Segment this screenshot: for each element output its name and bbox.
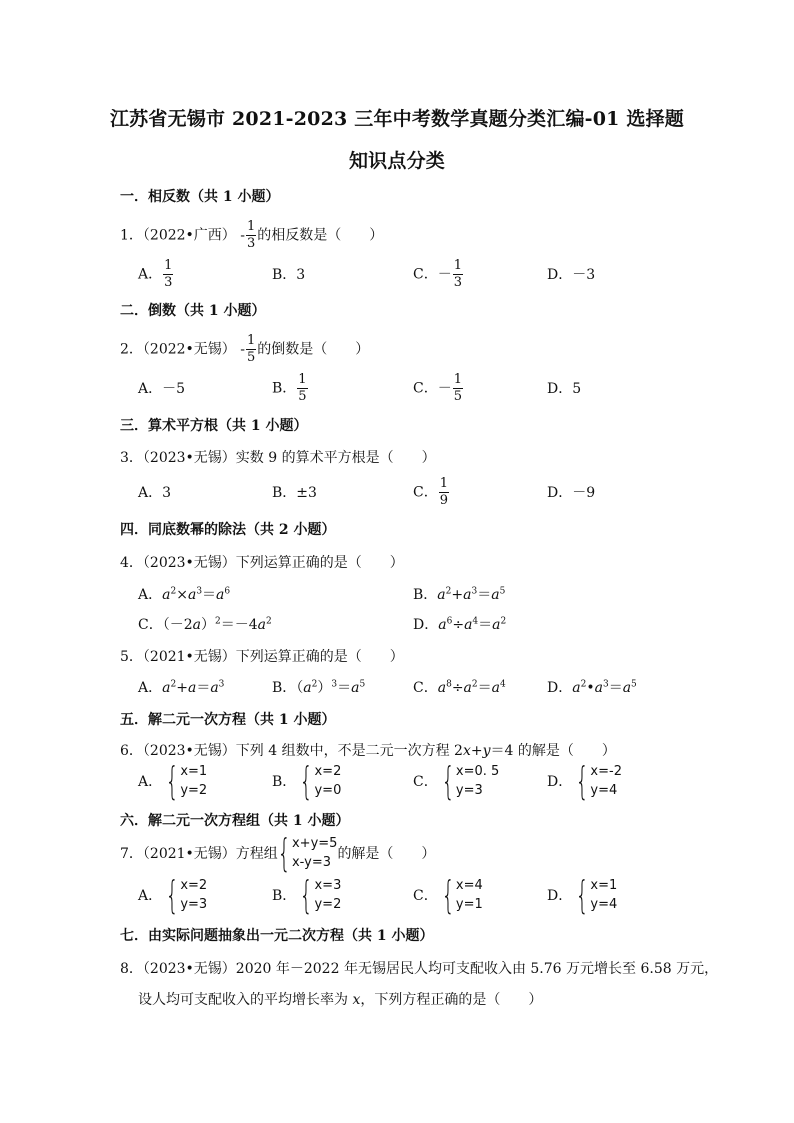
option-c[interactable]: C．－ $\frac{1}{3}$ <box>413 258 462 290</box>
fraction: $\frac{1}{3}$ <box>246 219 256 251</box>
section-heading-6: 六．解二元一次方程组（共 1 小题） <box>120 813 350 829</box>
left-brace-icon: { <box>575 759 589 803</box>
question-7: 7．（2021•无锡）方程组 { x+y=5 x-y=3 的解是（ ） <box>120 831 436 875</box>
option-a[interactable]: A．3 <box>138 485 172 501</box>
left-brace-icon: { <box>441 759 455 803</box>
left-brace-icon: { <box>165 759 179 803</box>
option-b[interactable]: B．$(a^2)^3=a^5$ <box>272 679 366 696</box>
option-d[interactable]: D．$a^2•a^3=a^5$ <box>547 679 637 696</box>
option-a[interactable]: A．$a^2\times a^3=a^6$ <box>138 586 231 603</box>
option-a[interactable]: A． { x=1 y=2 <box>138 759 208 803</box>
question-6: 6．（2023•无锡）下列 4 组数中，不是二元一次方程 2x+y＝4 的解是（ ） <box>120 743 616 759</box>
option-d[interactable]: D． { x=-2 y=4 <box>547 759 622 803</box>
option-d[interactable]: D．－3 <box>547 267 596 283</box>
option-c[interactable]: C．$a^8\div a^2=a^4$ <box>413 679 506 696</box>
left-brace-icon: { <box>575 873 589 917</box>
question-1: 1．（2022•广西） - $\frac{1}{3}$ 的相反数是（ ） <box>120 219 384 251</box>
question-8-line-1: 8．（2023•无锡）2020 年－2022 年无锡居民人均可支配收入由 5.76 万元增长至 6.58 万元， <box>120 961 719 977</box>
section-heading-4: 四．同底数幂的除法（共 2 小题） <box>120 522 336 538</box>
option-d[interactable]: D．$a^6\div a^4=a^2$ <box>413 616 507 633</box>
question-2: 2．（2022•无锡） - $\frac{1}{5}$ 的倒数是（ ） <box>120 333 370 365</box>
option-d[interactable]: D．5 <box>547 381 582 397</box>
question-5: 5．（2021•无锡）下列运算正确的是（ ） <box>120 649 404 665</box>
left-brace-icon: { <box>277 831 291 875</box>
option-d[interactable]: D．－9 <box>547 485 596 501</box>
left-brace-icon: { <box>299 759 314 803</box>
option-c[interactable]: C． { x=0. 5 y=3 <box>413 759 500 803</box>
option-a[interactable]: A． $\frac{1}{3}$ <box>138 258 173 290</box>
question-3: 3．（2023•无锡）实数 9 的算术平方根是（ ） <box>120 450 436 466</box>
section-heading-3: 三．算术平方根（共 1 小题） <box>120 418 308 434</box>
page-subtitle: 知识点分类 <box>348 150 445 172</box>
page-title: 江苏省无锡市 2021-2023 三年中考数学真题分类汇编-01 选择题 <box>109 108 685 130</box>
option-a[interactable]: A．－5 <box>138 381 186 397</box>
question-4: 4．（2023•无锡）下列运算正确的是（ ） <box>120 555 404 571</box>
option-c[interactable]: C．－ $\frac{1}{5}$ <box>413 372 462 404</box>
option-c[interactable]: C． $\frac{1}{9}$ <box>413 476 448 508</box>
option-c[interactable]: C． { x=4 y=1 <box>413 873 483 917</box>
option-d[interactable]: D． { x=1 y=4 <box>547 873 618 917</box>
option-b[interactable]: B． { x=3 y=2 <box>272 873 342 917</box>
option-b[interactable]: B．$a^2+a^3=a^5$ <box>413 586 506 603</box>
left-brace-icon: { <box>165 873 179 917</box>
option-b[interactable]: B． $\frac{1}{5}$ <box>272 372 307 404</box>
question-8-line-2: 设人均可支配收入的平均增长率为 x，下列方程正确的是（ ） <box>138 992 543 1008</box>
section-heading-5: 五．解二元一次方程（共 1 小题） <box>120 712 336 728</box>
option-b[interactable]: B． { x=2 y=0 <box>272 759 342 803</box>
option-b[interactable]: B．±3 <box>272 485 317 501</box>
option-a[interactable]: A．$a^2+a=a^3$ <box>138 679 225 696</box>
left-brace-icon: { <box>441 873 455 917</box>
section-heading-2: 二．倒数（共 1 小题） <box>120 303 266 319</box>
option-c[interactable]: C．$(-2a)^2=-4a^2$ <box>138 616 272 633</box>
section-heading-7: 七．由实际问题抽象出一元二次方程（共 1 小题） <box>120 928 434 944</box>
option-a[interactable]: A． { x=2 y=3 <box>138 873 208 917</box>
section-heading-1: 一．相反数（共 1 小题） <box>120 189 280 205</box>
left-brace-icon: { <box>299 873 314 917</box>
option-b[interactable]: B．3 <box>272 267 306 283</box>
